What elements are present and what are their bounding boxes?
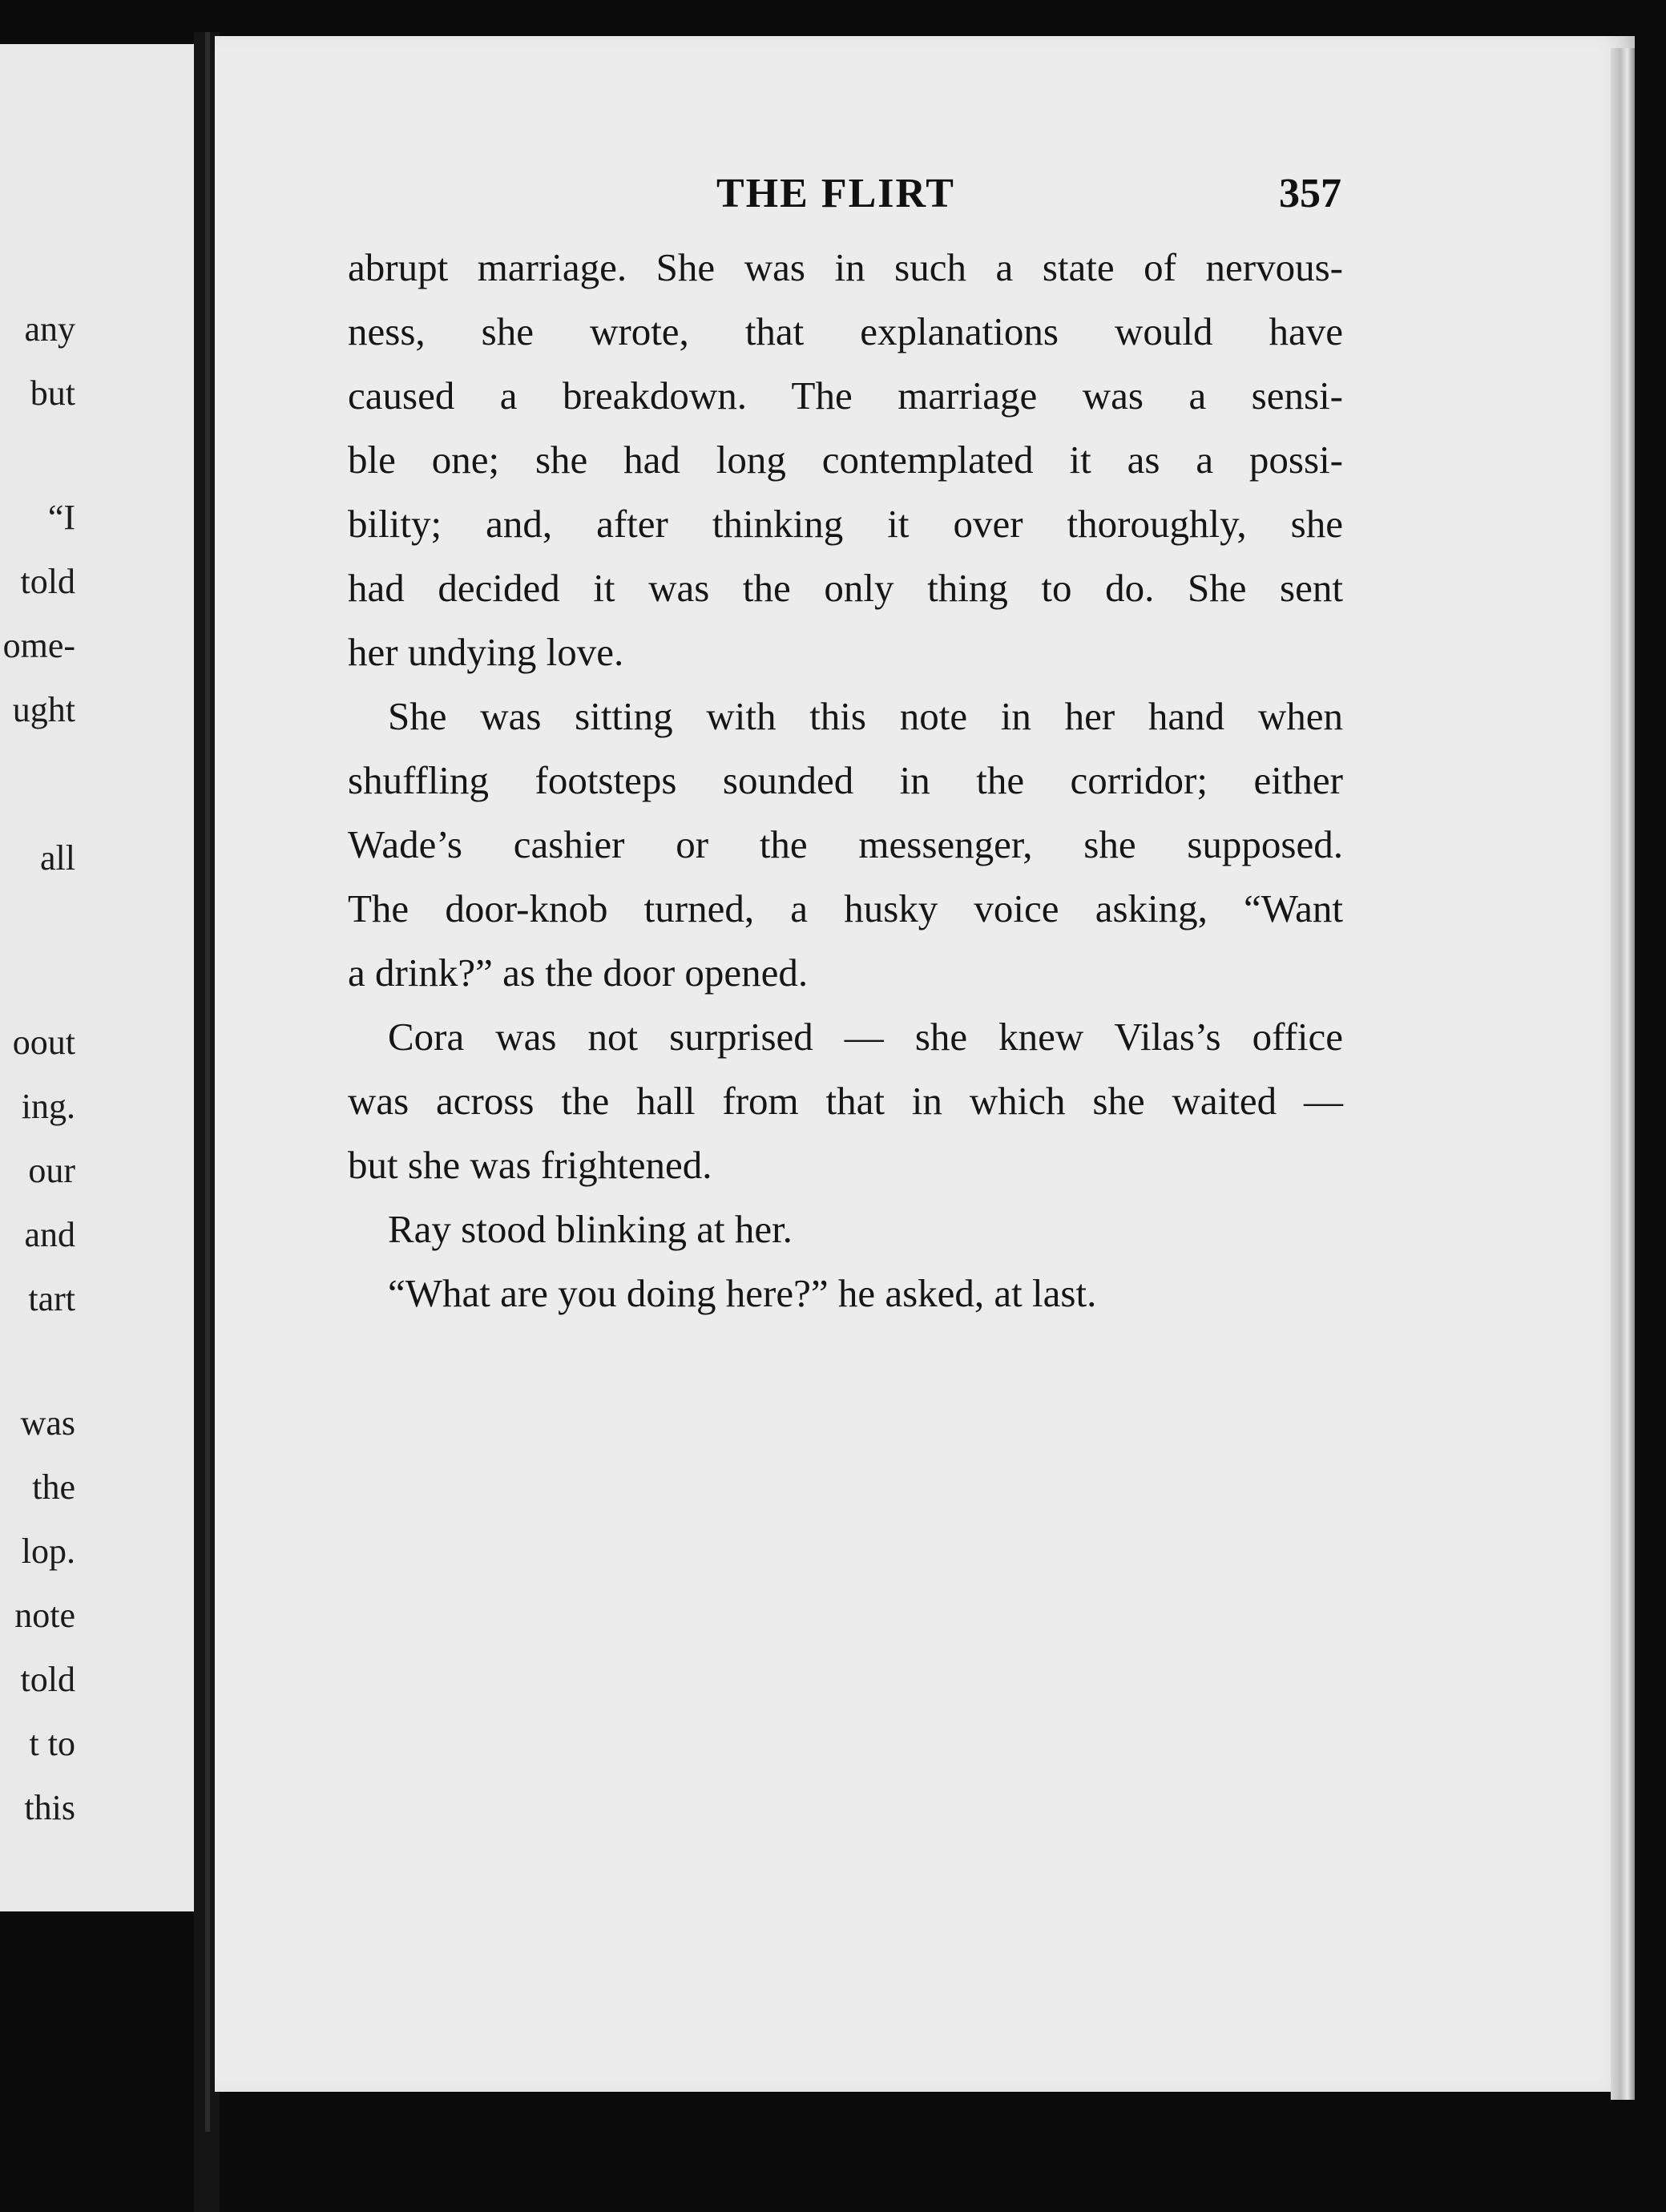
left-page-fragment: tart [28, 1279, 75, 1318]
text-line: ness, she wrote, that explanations would have [348, 309, 1343, 353]
text-line: was across the hall from that in which she waited — [348, 1079, 1343, 1123]
left-page-fragment: note [14, 1596, 75, 1635]
left-page-fragment: this [24, 1788, 75, 1827]
text-line: abrupt marriage. She was in such a state of nervous- [348, 245, 1343, 289]
left-page-fragment: ome- [2, 626, 75, 665]
text-line: Ray stood blinking at her. [388, 1207, 793, 1251]
left-page-fragment: and [24, 1215, 75, 1254]
left-page-fragment: but [30, 373, 75, 413]
left-page-fragment: the [32, 1467, 75, 1507]
text-line: Cora was not surprised — she knew Vilas’s office [388, 1015, 1343, 1059]
left-page-fragment: ught [12, 690, 75, 729]
text-line: “What are you doing here?” he asked, at last. [388, 1271, 1097, 1315]
text-line: had decided it was the only thing to do. She sent [348, 566, 1343, 610]
gutter-shadow [205, 32, 210, 2132]
left-page-fragment: ing. [21, 1087, 75, 1126]
text-line: The door-knob turned, a husky voice asking, “Want [348, 886, 1343, 930]
text-line: Wade’s cashier or the messenger, she supposed. [348, 822, 1343, 866]
left-page-fragment: lop. [21, 1532, 75, 1571]
text-line: but she was frightened. [348, 1143, 712, 1187]
left-page-fragment: our [28, 1151, 75, 1190]
left-page-fragment: was [20, 1403, 75, 1443]
left-page-fragment: oout [12, 1023, 75, 1062]
text-line: She was sitting with this note in her hand when [388, 694, 1343, 738]
left-facing-page [0, 44, 196, 1911]
text-line: a drink?” as the door opened. [348, 951, 809, 995]
left-page-fragment: t to [29, 1724, 75, 1763]
running-head-title: THE FLIRT [716, 171, 955, 216]
left-page-fragment: all [40, 838, 75, 878]
left-page-fragment: “I [47, 498, 75, 537]
left-page-fragment: any [24, 309, 75, 349]
text-line: caused a breakdown. The marriage was a sensi- [348, 373, 1343, 418]
left-page-fragment: told [20, 1660, 75, 1699]
page-edge [1611, 48, 1635, 2100]
text-line: ble one; she had long contemplated it as a possi- [348, 438, 1343, 482]
text-line: bility; and, after thinking it over thoroughly, she [348, 502, 1343, 546]
text-line: her undying love. [348, 630, 624, 674]
text-line: shuffling footsteps sounded in the corridor; either [348, 758, 1343, 802]
page-number: 357 [1279, 171, 1341, 216]
left-page-fragment: told [20, 562, 75, 601]
